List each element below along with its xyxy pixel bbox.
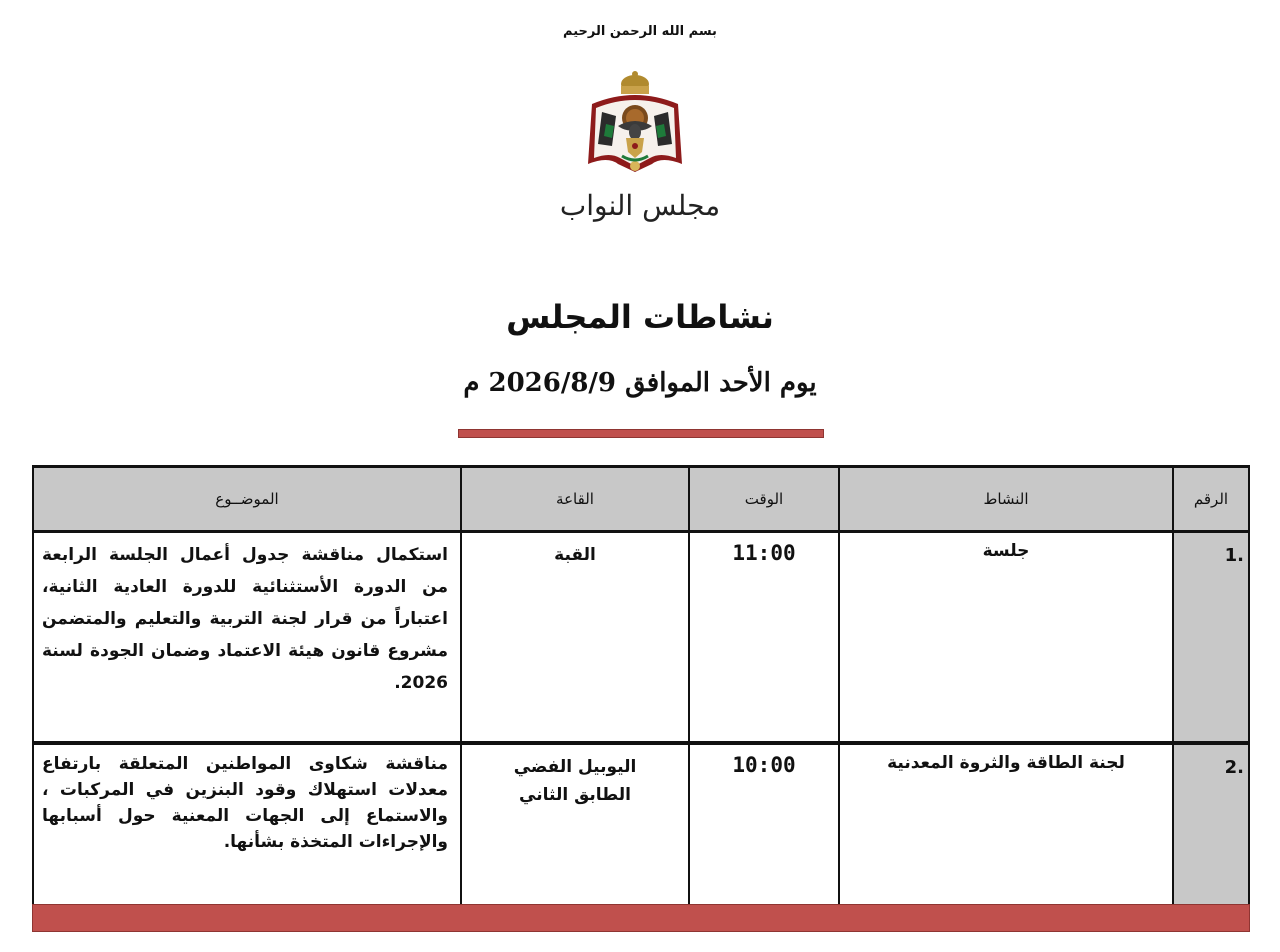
- activities-table: [32, 465, 1250, 919]
- row-time: 10:00: [689, 743, 839, 918]
- row-hall: القبة: [461, 532, 689, 744]
- header-time: الوقت: [689, 467, 839, 532]
- row-topic: استكمال مناقشة جدول أعمال الجلسة الرابعة من الدورة الأستثنائية للدورة العادية الثانية، اعتباراً من قرار لجنة التربية والتعليم والمتضمن مشروع قانون هيئة الاعتماد وضمان الجودة لسنة 2026.: [33, 532, 461, 744]
- row-number: .2: [1173, 743, 1249, 918]
- row-number: .1: [1173, 532, 1249, 744]
- page-date: يوم الأحد الموافق 2026/8/9 م: [463, 368, 817, 398]
- coat-of-arms-icon: [582, 68, 688, 176]
- row-topic: مناقشة شكاوى المواطنين المتعلقة بارتفاع معدلات استهلاك وقود البنزين في المركبات ، والاستماع إلى الجهات المعنية حول أسبابها والإجراءات المتخذة بشأنها.: [33, 743, 461, 918]
- basmala: بسم الله الرحمن الرحيم: [563, 24, 717, 39]
- parliament-logo-text: مجلس النواب: [559, 189, 721, 222]
- footer-divider: [32, 904, 1250, 932]
- page-title: نشاطات المجلس: [506, 298, 774, 336]
- row-hall-line: الطابق الثاني: [519, 785, 631, 805]
- row-time: 11:00: [689, 532, 839, 744]
- row-hall-line: اليوبيل الفضي: [513, 757, 637, 777]
- table-row: [33, 743, 1249, 918]
- header-hall: القاعة: [461, 467, 689, 532]
- row-hall: [461, 743, 689, 918]
- header-topic: الموضــوع: [33, 467, 461, 532]
- title-divider: [458, 429, 824, 438]
- header-number: الرقم: [1173, 467, 1249, 532]
- row-activity: لجنة الطاقة والثروة المعدنية: [839, 743, 1173, 918]
- table-row: [33, 532, 1249, 744]
- row-activity: جلسة: [839, 532, 1173, 744]
- table-header-row: [33, 467, 1249, 532]
- header-activity: النشاط: [839, 467, 1173, 532]
